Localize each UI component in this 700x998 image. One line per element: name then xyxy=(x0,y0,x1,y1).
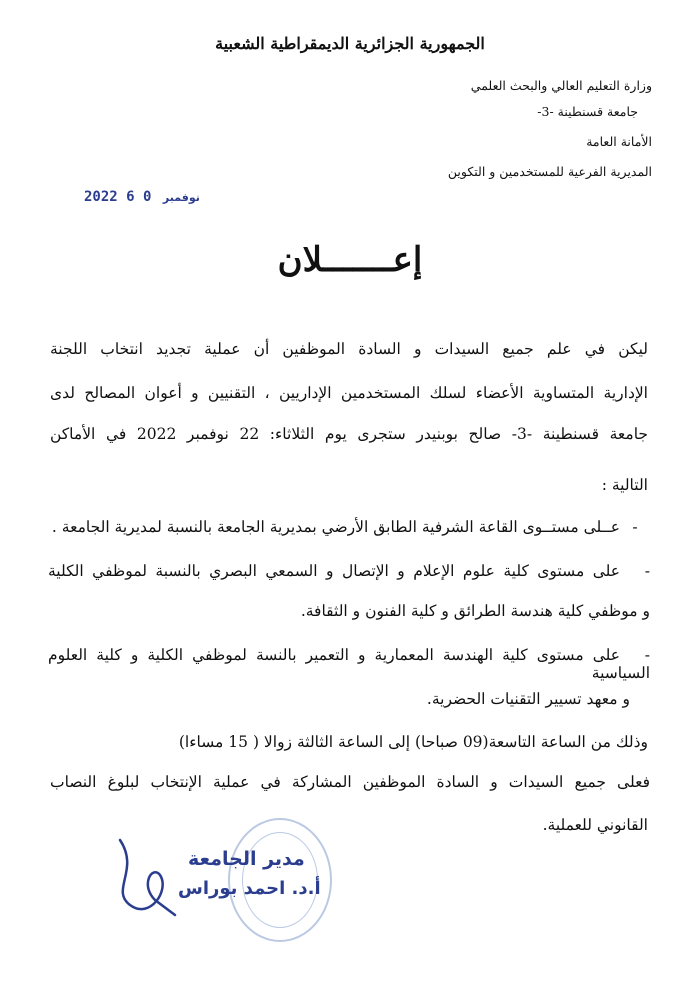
location-text: على مستوى كلية الهندسة المعمارية و التعمير بالنسة لموظفي الكلية و كلية العلوم السياسية xyxy=(48,646,650,682)
closing-line: فعلى جميع السيدات و السادة الموظفين المشاركة في عملية الإنتخاب لبلوغ النصاب xyxy=(50,773,650,791)
body-line: التالية : xyxy=(601,476,648,494)
location-item xyxy=(52,518,650,536)
signatory-name: أ.د. احمد بوراس xyxy=(178,878,321,899)
signatory-title: مدير الجامعة xyxy=(188,848,305,870)
date-stamp xyxy=(84,189,203,205)
ministry-line: وزارة التعليم العالي والبحث العلمي xyxy=(470,78,652,93)
location-item xyxy=(48,562,650,580)
closing-line: القانوني للعملية. xyxy=(542,816,648,834)
directorate-line: المديرية الفرعية للمستخدمين و التكوين xyxy=(447,164,652,179)
voting-hours: وذلك من الساعة التاسعة(09 صباحا) إلى الساعة الثالثة زوالا ( 15 مساءا) xyxy=(178,733,648,751)
bullet-dash: - xyxy=(644,646,650,664)
secretariat-line: الأمانة العامة xyxy=(586,134,652,149)
university-line: جامعة قسنطينة -3- xyxy=(537,104,638,119)
date-stamp-day: 0 6 xyxy=(126,189,152,205)
location-text: عــلى مستــوى القاعة الشرفية الطابق الأرضي بمديرية الجامعة بالنسبة لمديرية الجامعة . xyxy=(51,518,620,536)
body-line: جامعة قسنطينة -3- صالح بوبنيدر ستجرى يوم الثلاثاء: 22 نوفمبر 2022 في الأماكن xyxy=(50,425,648,443)
bullet-dash: - xyxy=(632,518,638,536)
body-line: الإدارية المتساوية الأعضاء لسلك المستخدمين الإداريين ، التقنيين و أعوان المصالح لدى xyxy=(50,384,648,402)
republic-heading: الجمهورية الجزائرية الديمقراطية الشعبية xyxy=(215,34,485,53)
location-item xyxy=(48,646,650,682)
date-stamp-month: نوفمبر xyxy=(162,191,200,204)
location-text: على مستوى كلية علوم الإعلام و الإتصال و السمعي البصري بالنسبة لموظفي الكلية xyxy=(48,562,620,580)
location-item-continuation: و معهد تسيير التقنيات الحضرية. xyxy=(426,690,630,708)
page-title: إعـــــــلان xyxy=(277,240,423,280)
location-item-continuation: و موظفي كلية هندسة الطرائق و كلية الفنون و الثقافة. xyxy=(300,602,650,620)
date-stamp-year: 2022 xyxy=(84,189,118,205)
body-line: ليكن في علم جميع السيدات و السادة الموظفين أن عملية تجديد انتخاب اللجنة xyxy=(50,340,648,358)
bullet-dash: - xyxy=(644,562,650,580)
